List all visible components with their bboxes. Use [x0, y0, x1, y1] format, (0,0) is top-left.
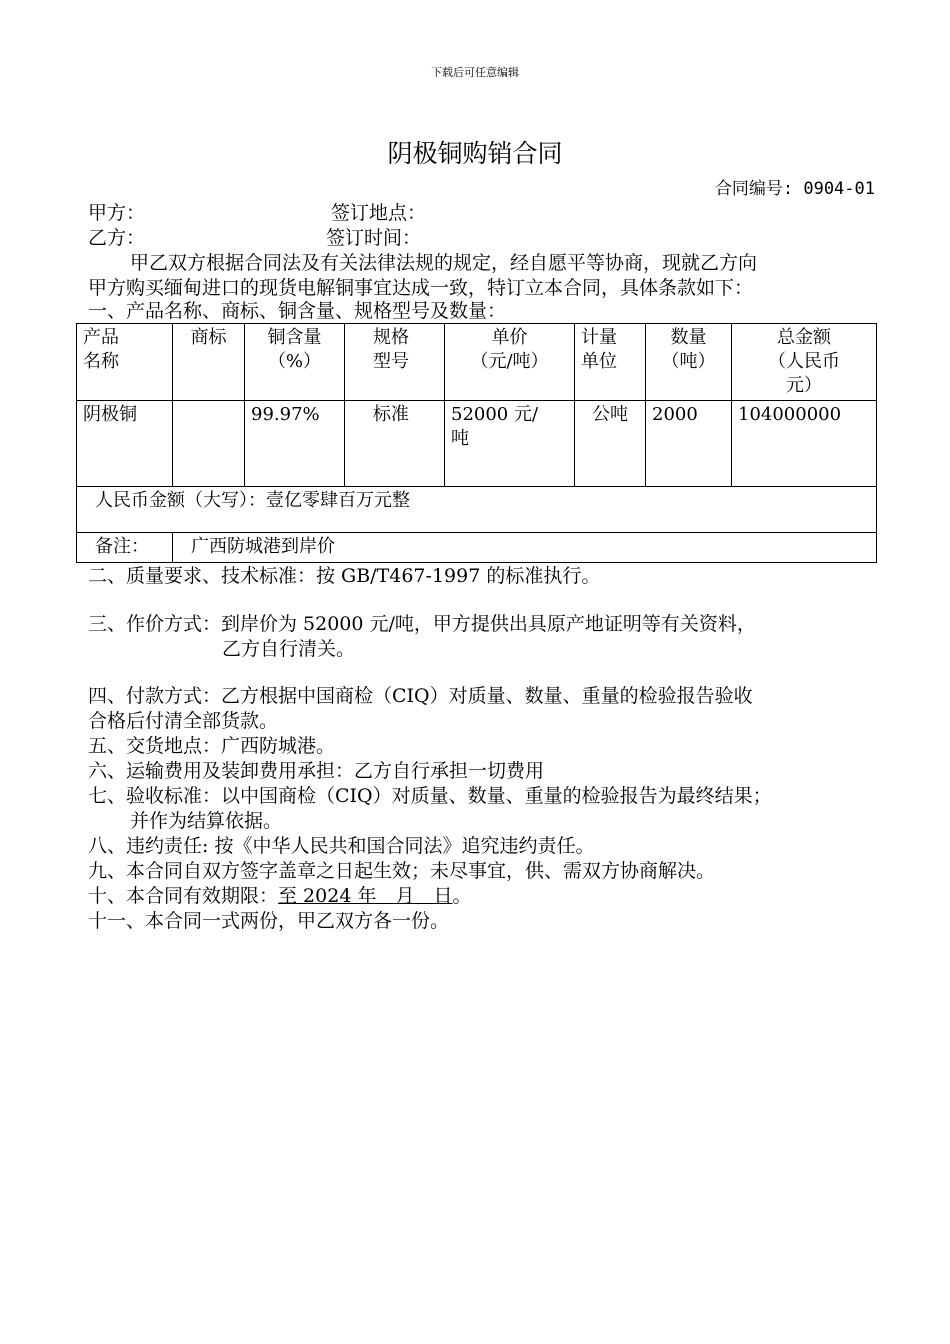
cell-price	[445, 401, 575, 487]
header-text: 元）	[786, 375, 822, 396]
product-table	[76, 323, 877, 563]
header-text: 总金额	[777, 327, 831, 348]
cell-unit: 公吨	[575, 401, 646, 487]
table-row	[77, 401, 877, 487]
section-2: 二、质量要求、技术标准：按 GB/T467-1997 的标准执行。	[88, 565, 601, 587]
cell-product-name: 阴极铜	[77, 401, 173, 487]
section-9: 九、本合同自双方签字盖章之日起生效；未尽事宜，供、需双方协商解决。	[88, 860, 716, 882]
section-10-label: 十、本合同有效期限：	[88, 885, 279, 907]
header-text: 产品	[83, 327, 119, 348]
section-5: 五、交货地点：广西防城港。	[88, 735, 336, 757]
header-text: 商标	[190, 327, 227, 348]
section-3-line-1: 三、作价方式：到岸价为 52000 元/吨，甲方提供出具原产地证明等有关资料，	[88, 613, 756, 635]
header-text: （吨）	[661, 351, 716, 372]
header-text: 铜含量	[267, 327, 322, 348]
party-b-label: 乙方：	[88, 227, 146, 249]
header-copper	[245, 324, 345, 401]
sign-time-label: 签订时间：	[326, 227, 422, 249]
section-7-line-1: 七、验收标准：以中国商检（CIQ）对质量、数量、重量的检验报告为最终结果；	[88, 785, 772, 807]
header-text: （%）	[267, 351, 322, 372]
amount-words-row	[77, 487, 877, 533]
page-title: 阴极铜购销合同	[387, 139, 563, 168]
cell-total: 104000000	[732, 401, 877, 487]
section-8: 八、违约责任: 按《中华人民共和国合同法》追究违约责任。	[88, 835, 595, 857]
cell-spec: 标准	[345, 401, 445, 487]
header-note: 下载后可任意编辑	[431, 66, 519, 79]
header-spec	[345, 324, 445, 401]
header-product-name	[77, 324, 173, 401]
price-text: 吨	[451, 428, 469, 449]
section-10	[88, 884, 471, 909]
remark-row	[77, 533, 877, 563]
section-3-line-2: 乙方自行清关。	[222, 638, 356, 660]
section-11: 十一、本合同一式两份，甲乙双方各一份。	[88, 910, 450, 932]
cell-remark-value: 广西防城港到岸价	[173, 533, 877, 563]
header-text: 数量	[670, 327, 707, 348]
intro-line-2: 甲方购买缅甸进口的现货电解铜事宜达成一致，特订立本合同，具体条款如下：	[88, 277, 754, 299]
section-10-validity: 至 2024 年 月 日	[278, 885, 453, 907]
section-1-heading: 一、产品名称、商标、铜含量、规格型号及数量：	[88, 300, 507, 322]
header-text: （人民币	[768, 351, 840, 372]
cell-copper: 99.97%	[245, 401, 345, 487]
table-header-row	[77, 324, 877, 401]
header-quantity	[646, 324, 732, 401]
header-text: 型号	[373, 351, 409, 372]
header-total	[732, 324, 877, 401]
header-brand	[173, 324, 245, 401]
header-text: 规格	[373, 327, 409, 348]
cell-amount-words: 人民币金额（大写）：壹亿零肆百万元整	[77, 487, 877, 533]
header-text: （元/吨）	[470, 351, 549, 372]
section-6: 六、运输费用及装卸费用承担：乙方自行承担一切费用	[88, 760, 545, 782]
header-unit	[575, 324, 646, 401]
section-7-line-2: 并作为结算依据。	[130, 810, 283, 832]
sign-place-label: 签订地点：	[331, 202, 427, 224]
cell-quantity: 2000	[646, 401, 732, 487]
header-text: 名称	[83, 351, 119, 372]
cell-brand	[173, 401, 245, 487]
party-a-label: 甲方：	[88, 202, 146, 224]
section-4-line-1: 四、付款方式：乙方根据中国商检（CIQ）对质量、数量、重量的检验报告验收	[88, 685, 753, 707]
header-price	[445, 324, 575, 401]
header-text: 单位	[581, 351, 617, 372]
cell-remark-label: 备注：	[77, 533, 173, 563]
header-text: 单价	[491, 327, 528, 348]
contract-number: 合同编号: 0904-01	[714, 179, 875, 199]
intro-line-1: 甲乙双方根据合同法及有关法律法规的规定，经自愿平等协商，现就乙方向	[130, 252, 758, 274]
section-10-end: 。	[452, 885, 472, 907]
price-text: 52000 元/	[451, 404, 539, 425]
section-4-line-2: 合格后付清全部货款。	[88, 710, 279, 732]
header-text: 计量	[581, 327, 617, 348]
